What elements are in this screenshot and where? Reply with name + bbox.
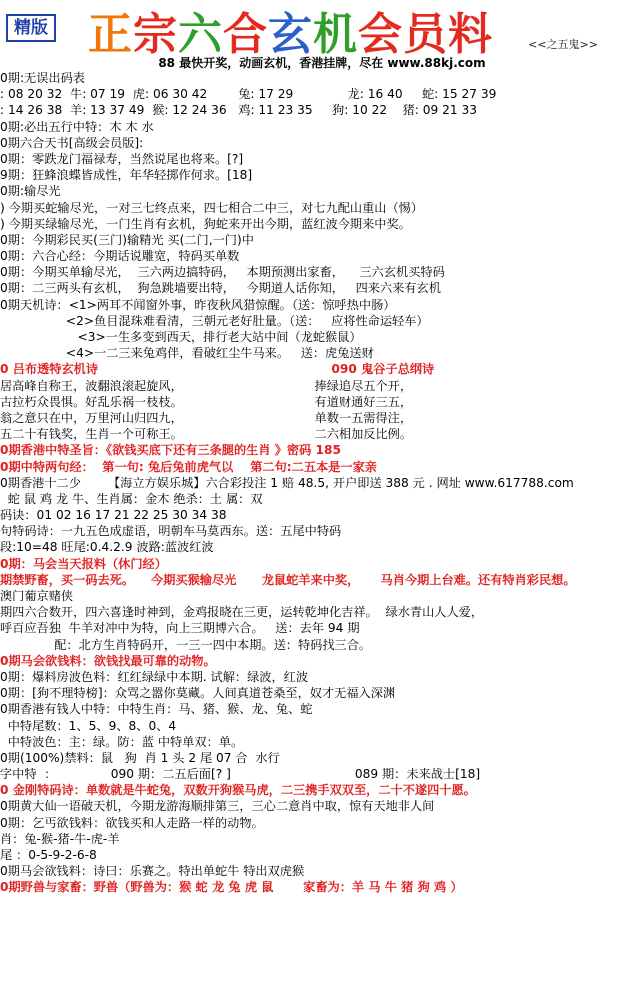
title-char: 合: [223, 9, 268, 60]
site-banner[interactable]: 88 最快开奖，动画玄机，香港挂牌，尽在 www.88kj.com: [158, 56, 486, 70]
content-line: 中特波色：主：绿。防：蓝 中特单双：单。: [0, 734, 244, 749]
title-char: 正: [88, 9, 133, 60]
content-line: 字中特 ： 090 期：二五后面[? ] 089 期：未来战士[18]: [0, 767, 481, 782]
content-line: 0期黄大仙一语破天机，今期龙游海顺排第三，三心二意肖中取，惊有天地非人间: [0, 799, 435, 814]
content-line: 码诀：01 02 16 17 21 22 25 30 34 38: [0, 508, 227, 523]
content-line: : 08 20 32 牛: 07 19 虎: 06 30 42 兔: 17 29 龙: 16 40 蛇: 15 27 39: [0, 87, 497, 102]
content-line: 段:10=48 旺尾:0.4.2.9 波路:蓝波红波: [0, 540, 214, 555]
edition-badge: 精版: [6, 14, 56, 42]
content-line: 句特码诗：一九五色成虚语，明朝车马莫西东。送：五尾中特码: [0, 524, 342, 539]
content-line: 期禁野畜，买一码去死。 今期买猴输尽光 龙鼠蛇羊来中奖， 马肖今期上台难。还有特肖彩民想。: [0, 572, 576, 587]
content-line: 0期:无误出码表: [0, 71, 85, 85]
content-line: 期四六合数开，四六喜逢时神到，金鸡报晓在三更，运转乾坤化吉祥。 绿水青山人人爱，: [0, 605, 484, 620]
content-line: <3>一生多变到西天，排行老大站中间（龙蛇猴鼠）: [0, 330, 362, 344]
title-char: 会: [358, 9, 403, 60]
title-char: 料: [448, 9, 493, 60]
content-line: 0期：六合心经：今期话说雕宽，特码买单数: [0, 249, 240, 264]
title-char: 员: [403, 9, 448, 60]
content-line: 9期：狂蜂浪蝶皆成性，年华轻掷作何求。[18]: [0, 168, 253, 183]
content-line: 0期马会欲钱料：诗曰：乐赛之。特出单蛇牛 特出双虎猴: [0, 864, 305, 879]
content-line: 0期：爆料房波色料：红红绿绿中本期. 试解：绿波，红波: [0, 669, 309, 684]
content-line: 0期：零跌龙门福禄寿，当然说尾也将来。[?]: [0, 151, 244, 166]
content-line: ) 今期买蛇输尽光，一对三七终点来，四七相合二中三，对七九配山重山（惕）: [0, 200, 424, 215]
content-line: <2>鱼目混珠难看清，三朝元老好肚量。（送： 应将性命运轻车）: [0, 313, 429, 328]
section-tag: <<之五鬼>>: [528, 38, 598, 51]
content-line: 0期：[狗不理特榜]：众骂之嚣你莫藏。人间真道苍桑至，奴才无福入深渊: [0, 686, 396, 701]
title-char: 机: [313, 9, 358, 60]
page-header: [0, 0, 644, 70]
title-char: 六: [178, 9, 223, 60]
content-line: 呼百应吾独 牛羊对冲中为特，向上三期博六合。 送：去年 94 期: [0, 621, 360, 636]
content-line: 0 吕布透特玄机诗 090 鬼谷子总纲诗: [0, 362, 435, 377]
content-line: 0期六合天书[高级会员版]:: [0, 135, 144, 150]
content-line: 0期香港中特圣旨：《欲钱买底下还有三条腿的生肖 》密码 185: [0, 443, 341, 458]
content-line: 0期:输尽光: [0, 184, 61, 199]
content-line: : 14 26 38 羊: 13 37 49 猴: 12 24 36 鸡: 11 23 35 狗: 10 22 猪: 09 21 33: [0, 103, 478, 118]
title-char: 玄: [268, 9, 313, 60]
content-line: 0期：二三两头有玄机， 狗急跳墙要出特， 今期道人话你知， 四来六来有玄机: [0, 281, 441, 296]
content-line: 0期香港有钱人中特：中特生肖：马、猪、猴、龙、兔、蛇: [0, 702, 313, 717]
content-line: ) 今期买绿输尽光，一门生肖有玄机，狗蛇来开出今期，蓝红波今期来中奖。: [0, 216, 411, 231]
content-line: 0期：马会当天报料（休门经）: [0, 556, 167, 571]
content-line: 0期野兽与家畜：野兽（野兽为：猴 蛇 龙 兔 虎 鼠 家畜为：羊 马 牛 猪 狗 鸡 ）: [0, 880, 463, 895]
content-line: 蛇 鼠 鸡 龙 牛、生肖属：金木 绝杀：土 属：双: [0, 491, 263, 506]
content-line: 0期：今期彩民买(三门)输精光 买(二门,一门)中: [0, 232, 254, 247]
content-line: 0期香港十二少 【海立方娱乐城】六合彩投注 1 赔 48.5, 开户即送 388 元 . 网址 www.617788.com: [0, 475, 574, 490]
content-line: 尾 ：0-5-9-2-6-8: [0, 848, 97, 862]
content-line: 肖：兔-猴-猪-牛-虎-羊: [0, 831, 120, 846]
content-line: 配：北方生肖特码开，一三一四中本期。送：特码找三合。: [0, 637, 372, 652]
content-line: 居高峰自称王，波翻浪滚起旋风， 捧绿追尽五个开，: [0, 378, 413, 393]
content-line: 0期天机诗：<1>两耳不闻窗外事，昨夜秋风猎惊醒。（送：惊呼热中肠）: [0, 297, 396, 312]
content-line: 0 金刚特码诗：单数就是牛蛇兔，双数开狗猴马虎，二三携手双双至，二十不遂四十愿。: [0, 783, 476, 798]
content-line: 0期：今期买单输尽光， 三六两边搞特码， 本期预测出家畜， 三六玄机买特码: [0, 265, 445, 280]
content-line: 五二十有钱奖，生肖一个可称王。 二六相加反比例。: [0, 427, 413, 442]
content-line: <4>一二三来兔鸡伴，看破红尘牛马来。 送：虎兔送财: [0, 346, 374, 361]
content-line: 0期：乞丐欲钱料：欲钱买和人走路一样的动物。: [0, 815, 264, 830]
content-line: 中特尾数：1、5、9、8、0、4: [0, 718, 177, 733]
content-line: 澳门葡京赌侠: [0, 589, 74, 603]
content-area: [0, 70, 644, 896]
content-line: 古拉朽众畏惧。好乱乐祸一枝枝。 有道财通好三五，: [0, 394, 413, 409]
content-line: 0期马会欲钱料：欲钱找最可靠的动物。: [0, 653, 216, 668]
content-line: 0期中特两句经： 第一句: 兔后兔前虎气以 第二句:二五本是一家亲: [0, 459, 377, 474]
content-line: 0期:必出五行中特：木 木 水: [0, 119, 154, 134]
content-line: 0期(100%)禁料：鼠 狗 肖 1 头 2 尾 07 合 水行: [0, 750, 280, 765]
page-title: [88, 0, 493, 62]
title-char: 宗: [133, 9, 178, 60]
content-line: 翁之意只在中，万里河山归四九， 单数一五需得注，: [0, 410, 413, 425]
